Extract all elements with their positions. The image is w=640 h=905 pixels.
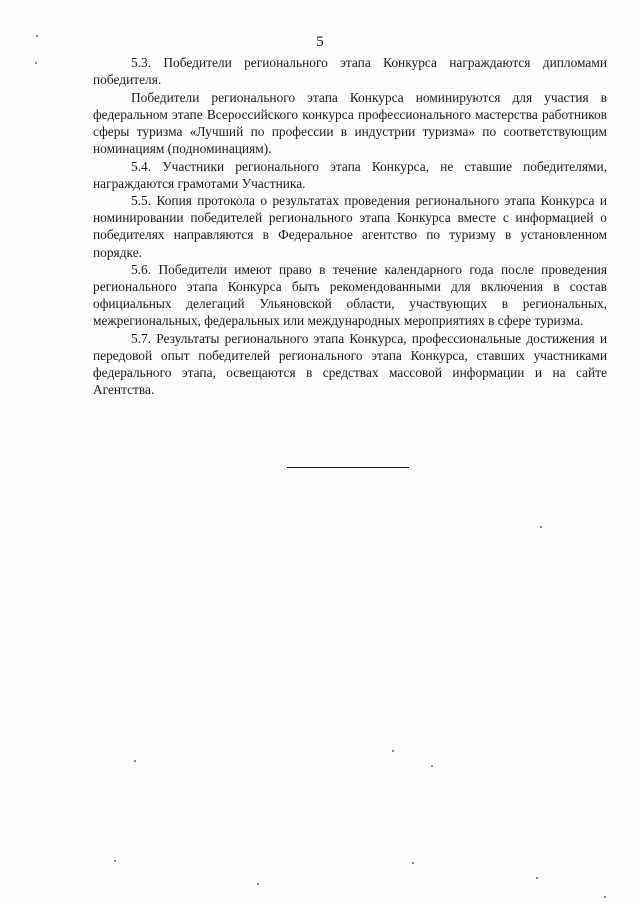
end-divider-line [287,467,409,468]
paragraph-5-5: 5.5. Копия протокола о результатах проведения регионального этапа Конкурса и номинировании победителей регионального этапа Конкурса вместе с информацией о победителях направляются в Федеральное агентство по туризму в установленном порядке. [93,193,607,260]
scan-speck [36,35,38,37]
paragraph-5-4: 5.4. Участники регионального этапа Конкурса, не ставшие победителями, награждаются грамотами Участника. [93,158,607,191]
scan-speck [604,896,606,898]
scan-speck [412,862,414,864]
scan-speck [392,750,394,752]
paragraph-5-7: 5.7. Результаты регионального этапа Конкурса, профессиональные достижения и передовой опыт победителей регионального этапа Конкурса, ставших участниками федерального этапа, освещаются в средствах массовой информации и на сайте Агентства. [93,331,607,398]
paragraph-nomination: Победители регионального этапа Конкурса номинируются для участия в федеральном этапе Всероссийского конкурса профессионального мастерства работников сферы туризма «Лучший по профессии в индустрии туризма» по соответствующим номинациям (подноминациям). [93,89,607,156]
document-body [93,54,607,399]
scan-speck [134,760,136,762]
scan-speck [536,877,538,879]
paragraph-5-6: 5.6. Победители имеют право в течение календарного года после проведения регионального этапа Конкурса быть рекомендованными для включения в состав официальных делегаций Ульяновской области, участвующих в региональных, межрегиональных, федеральных или международных мероприятиях в сфере туризма. [93,262,607,329]
scan-speck [431,765,433,767]
page-number: 5 [316,34,324,50]
paragraph-5-3: 5.3. Победители регионального этапа Конкурса награждаются дипломами победителя. [93,55,607,88]
scan-speck [540,526,542,528]
scan-speck [257,883,259,885]
scan-speck [35,62,37,64]
scan-speck [114,860,116,862]
